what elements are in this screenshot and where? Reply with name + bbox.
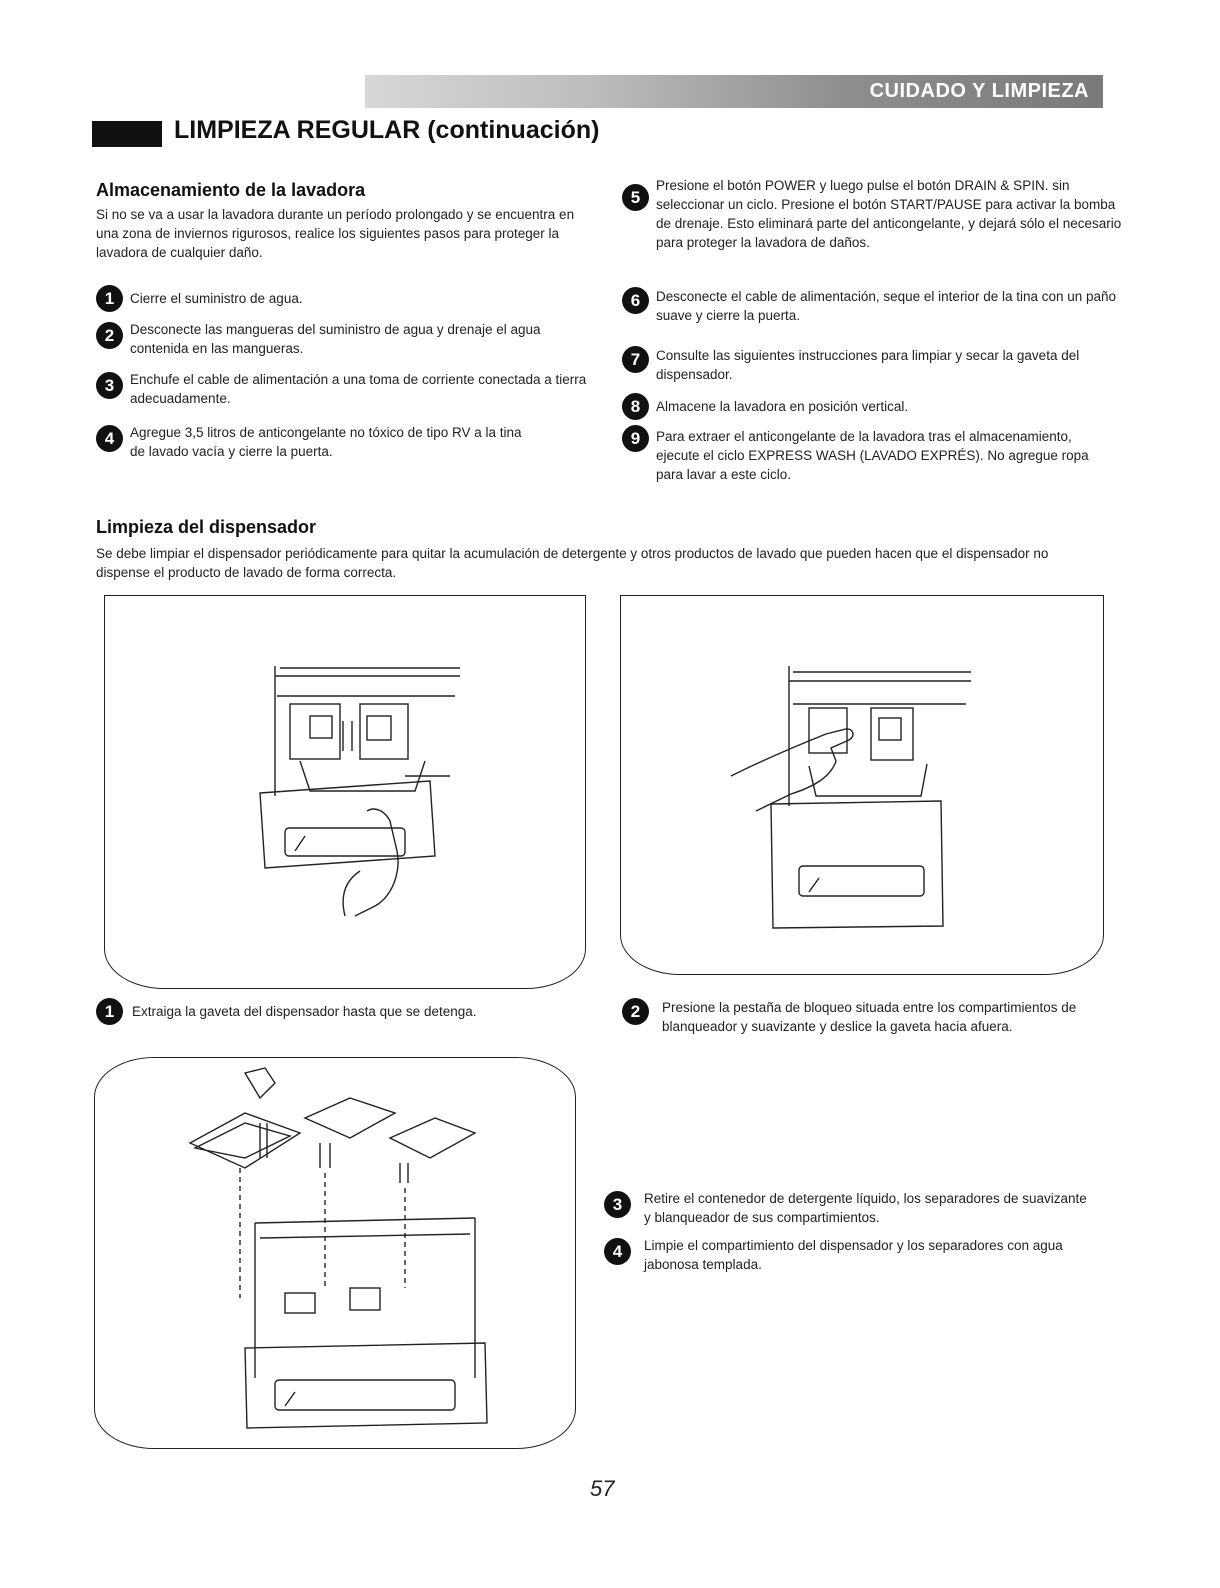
step-text: Presione el botón POWER y luego pulse el botón DRAIN & SPIN. sin seleccionar un ciclo. Presione el botón START/PAUSE para activar la bomba de drenaje. Esto eliminará parte del anticongelante, y dejará sólo el necesario para proteger la lavadora de daños. xyxy=(656,178,1122,250)
step-text: Retire el contenedor de detergente líquido, los separadores de suavizante y blanqueador de sus compartimientos. xyxy=(644,1191,1087,1225)
step-text: Presione la pestaña de bloqueo situada entre los compartimientos de blanqueador y suavizante y deslice la gaveta hacia afuera. xyxy=(662,1000,1077,1034)
step-number-badge: 2 xyxy=(622,998,649,1025)
storage-step-6 xyxy=(622,287,1142,331)
step-number-badge: 4 xyxy=(604,1238,631,1265)
storage-step-2 xyxy=(96,320,596,364)
storage-intro: Si no se va a usar la lavadora durante un período prolongado y se encuentra en una zona de inviernos rigurosos, realice los siguientes pasos para proteger la lavadora de cualquier daño. xyxy=(96,207,575,260)
dispenser-step-2 xyxy=(622,998,1122,1060)
drawer-pull-illustration xyxy=(105,596,585,988)
step-text: Enchufe el cable de alimentación a una toma de corriente conectada a tierra adecuadamente. xyxy=(130,372,587,406)
section-header-band xyxy=(365,75,1103,108)
dispenser-step-1 xyxy=(96,998,596,1028)
step-text: Almacene la lavadora en posición vertical. xyxy=(656,399,909,414)
step-text: Limpie el compartimiento del dispensador y los separadores con agua jabonosa templada. xyxy=(644,1238,1063,1272)
step-text: Consulte las siguientes instrucciones para limpiar y secar la gaveta del dispensador. xyxy=(656,348,1080,382)
storage-step-9 xyxy=(622,425,1142,487)
storage-step-4 xyxy=(96,423,596,467)
dispenser-step-4 xyxy=(604,1236,1104,1280)
step-number-badge: 6 xyxy=(622,287,649,314)
step-text: Cierre el suministro de agua. xyxy=(130,291,303,306)
step-number-badge: 5 xyxy=(622,184,649,211)
storage-step-7 xyxy=(622,346,1142,390)
page-title: LIMPIEZA REGULAR (continuación) xyxy=(174,116,600,144)
step-text: Para extraer el anticongelante de la lavadora tras el almacenamiento, ejecute el ciclo EXPRESS WASH (LAVADO EXPRÉS). No agregue ropa para lavar a este ciclo. xyxy=(656,429,1089,482)
storage-step-3 xyxy=(96,370,596,414)
press-tab-illustration xyxy=(621,596,1103,974)
storage-step-1 xyxy=(96,285,596,315)
figure-pull-drawer xyxy=(104,595,586,989)
step-text: Agregue 3,5 litros de anticongelante no tóxico de tipo RV a la tina de lavado vacía y cierre la puerta. xyxy=(130,425,522,459)
step-number-badge: 9 xyxy=(622,425,649,452)
step-text: Desconecte las mangueras del suministro de agua y drenaje el agua contenida en las mangueras. xyxy=(130,322,541,356)
dispenser-heading: Limpieza del dispensador xyxy=(96,517,317,537)
dispenser-intro: Se debe limpiar el dispensador periódicamente para quitar la acumulación de detergente y otros productos de lavado que pueden hacen que el dispensador no dispense el producto de lavado de forma correcta. xyxy=(96,546,1049,580)
step-number-badge: 1 xyxy=(96,998,123,1025)
page-number: 57 xyxy=(590,1476,615,1501)
dispenser-step-3 xyxy=(604,1189,1104,1233)
step-number-badge: 4 xyxy=(96,425,123,452)
step-number-badge: 8 xyxy=(622,393,649,420)
step-number-badge: 3 xyxy=(604,1191,631,1218)
figure-press-tab xyxy=(620,595,1104,975)
step-text: Extraiga la gaveta del dispensador hasta que se detenga. xyxy=(132,1004,477,1019)
step-text: Desconecte el cable de alimentación, seque el interior de la tina con un paño suave y cierre la puerta. xyxy=(656,289,1117,323)
storage-heading: Almacenamiento de la lavadora xyxy=(96,180,366,200)
figure-exploded-drawer xyxy=(94,1057,576,1449)
step-number-badge: 7 xyxy=(622,346,649,373)
storage-step-8 xyxy=(622,393,1142,421)
step-number-badge: 3 xyxy=(96,372,123,399)
storage-step-5 xyxy=(622,176,1142,256)
step-number-badge: 2 xyxy=(96,322,123,349)
section-header-title: CUIDADO Y LIMPIEZA xyxy=(869,80,1089,102)
title-marker xyxy=(92,121,162,147)
exploded-drawer-illustration xyxy=(95,1058,575,1448)
step-number-badge: 1 xyxy=(96,285,123,312)
